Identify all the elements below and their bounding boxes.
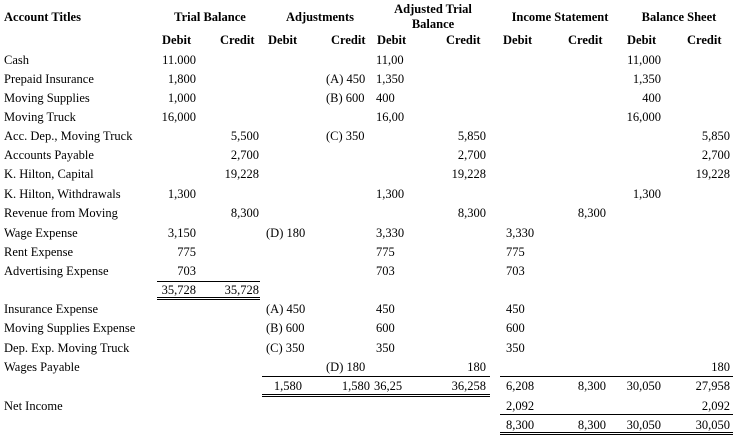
cell-atb-dr: 16,00 [376,110,405,124]
cell-bs-dr: 11,000 [627,53,661,67]
cell-adj-cr: (D) 180 [326,360,366,374]
final-total-underline-2 [500,434,733,435]
account-title: Advertising Expense [4,264,109,278]
cell-adj-cr: 1,580 [341,379,370,393]
bs-credit-header: Credit [687,33,722,47]
header-adjusted-trial-balance-2: Balance [411,17,455,31]
account-title: Insurance Expense [4,302,99,316]
account-title: K. Hilton, Capital [4,167,94,181]
cell-atb-dr: 600 [376,321,395,335]
adj-atb-total-underline-2 [262,396,490,397]
cell-atb-dr: 400 [376,91,395,105]
cell-bs-cr: 19,228 [695,167,730,181]
account-title: Prepaid Insurance [4,72,94,86]
cell-adj-dr: 1,580 [273,379,302,393]
cell-bs-cr: 2,092 [701,399,730,413]
cell-atb-cr: 19,228 [451,167,486,181]
atb-credit-header: Credit [446,33,481,47]
cell-tb-dr: 1,000 [167,91,196,105]
cell-atb-dr: 36,25 [374,379,403,393]
account-title: Net Income [4,399,63,413]
cell-adj-dr: (A) 450 [266,302,306,316]
cell-adj-cr: (A) 450 [326,72,366,86]
cell-is-dr: 775 [506,245,525,259]
cell-atb-cr: 36,258 [451,379,486,393]
cell-adj-dr: (B) 600 [266,321,305,335]
cell-tb-dr: 16,000 [161,110,196,124]
cell-atb-dr: 350 [376,341,395,355]
cell-atb-cr: 2,700 [457,148,486,162]
account-title: Accounts Payable [4,148,94,162]
cell-tb-cr: 35,728 [224,283,259,297]
cell-bs-cr: 30,050 [695,418,730,432]
cell-tb-dr: 1,800 [167,72,196,86]
is-debit-header: Debit [503,33,533,47]
cell-atb-cr: 180 [467,360,486,374]
cell-atb-dr: 775 [376,245,395,259]
cell-is-dr: 8,300 [506,418,535,432]
cell-adj-cr: (C) 350 [326,129,365,143]
tb-total-overline [157,281,260,282]
cell-tb-dr: 11.000 [162,53,196,67]
cell-atb-dr: 1,350 [376,72,405,86]
adj-atb-total-overline [262,376,490,377]
cell-atb-cr: 8,300 [457,206,486,220]
cell-bs-dr: 400 [642,91,661,105]
header-adjusted-trial-balance-1: Adjusted Trial [394,2,472,16]
cell-adj-dr: (D) 180 [266,226,306,240]
cell-tb-dr: 3,150 [167,226,196,240]
cell-adj-cr: (B) 600 [326,91,365,105]
cell-tb-cr: 19,228 [224,167,259,181]
cell-tb-dr: 35,728 [161,283,196,297]
cell-bs-cr: 27,958 [695,379,730,393]
cell-is-dr: 2,092 [506,399,535,413]
account-title: Moving Supplies Expense [4,321,136,335]
cell-is-cr: 8,300 [577,206,606,220]
cell-bs-dr: 1,300 [632,187,661,201]
final-total-underline-1 [500,432,733,433]
tb-credit-header: Credit [220,33,255,47]
cell-is-dr: 350 [506,341,525,355]
cell-tb-dr: 775 [177,245,196,259]
cell-is-dr: 703 [506,264,525,278]
account-title: Rent Expense [4,245,74,259]
adj-debit-header: Debit [268,33,298,47]
cell-bs-dr: 1,350 [632,72,661,86]
account-title: Revenue from Moving [4,206,118,220]
cell-tb-dr: 703 [177,264,196,278]
account-title: Wage Expense [4,226,78,240]
cell-atb-dr: 703 [376,264,395,278]
cell-is-dr: 6,208 [506,379,535,393]
tb-total-underline-2 [157,299,260,300]
adj-credit-header: Credit [331,33,366,47]
cell-bs-dr: 30,050 [626,418,661,432]
final-total-overline [500,414,733,415]
cell-is-dr: 450 [506,302,525,316]
account-title: Moving Truck [4,110,76,124]
header-account-titles: Account Titles [4,10,81,24]
atb-debit-header: Debit [377,33,407,47]
cell-is-dr: 600 [506,321,525,335]
cell-tb-cr: 5,500 [230,129,259,143]
cell-is-dr: 3,330 [506,226,535,240]
cell-tb-dr: 1,300 [167,187,196,201]
cell-bs-cr: 2,700 [701,148,730,162]
cell-tb-cr: 2,700 [230,148,259,162]
cell-bs-cr: 5,850 [701,129,730,143]
cell-atb-dr: 3,330 [376,226,405,240]
cell-atb-dr: 1,300 [376,187,405,201]
account-title: Dep. Exp. Moving Truck [4,341,130,355]
cell-adj-dr: (C) 350 [266,341,305,355]
tb-total-underline-1 [157,297,260,298]
is-credit-header: Credit [568,33,603,47]
account-title: Cash [4,53,29,67]
account-title: K. Hilton, Withdrawals [4,187,121,201]
header-income-statement: Income Statement [511,10,609,24]
cell-atb-dr: 450 [376,302,395,316]
cell-tb-cr: 8,300 [230,206,259,220]
cell-atb-cr: 5,850 [457,129,486,143]
cell-bs-cr: 180 [711,360,730,374]
tb-debit-header: Debit [162,33,192,47]
adj-atb-total-underline-1 [262,394,490,395]
header-adjustments: Adjustments [285,10,355,24]
account-title: Wages Payable [4,360,80,374]
header-balance-sheet: Balance Sheet [641,10,717,24]
header-trial-balance: Trial Balance [174,10,246,24]
cell-is-cr: 8,300 [577,418,606,432]
account-title: Moving Supplies [4,91,90,105]
bs-debit-header: Debit [627,33,657,47]
cell-bs-dr: 30,050 [626,379,661,393]
account-title: Acc. Dep., Moving Truck [4,129,133,143]
cell-is-cr: 8,300 [577,379,606,393]
cell-atb-dr: 11,00 [376,53,404,67]
cell-bs-dr: 16,000 [626,110,661,124]
is-bs-total-overline [500,376,733,377]
